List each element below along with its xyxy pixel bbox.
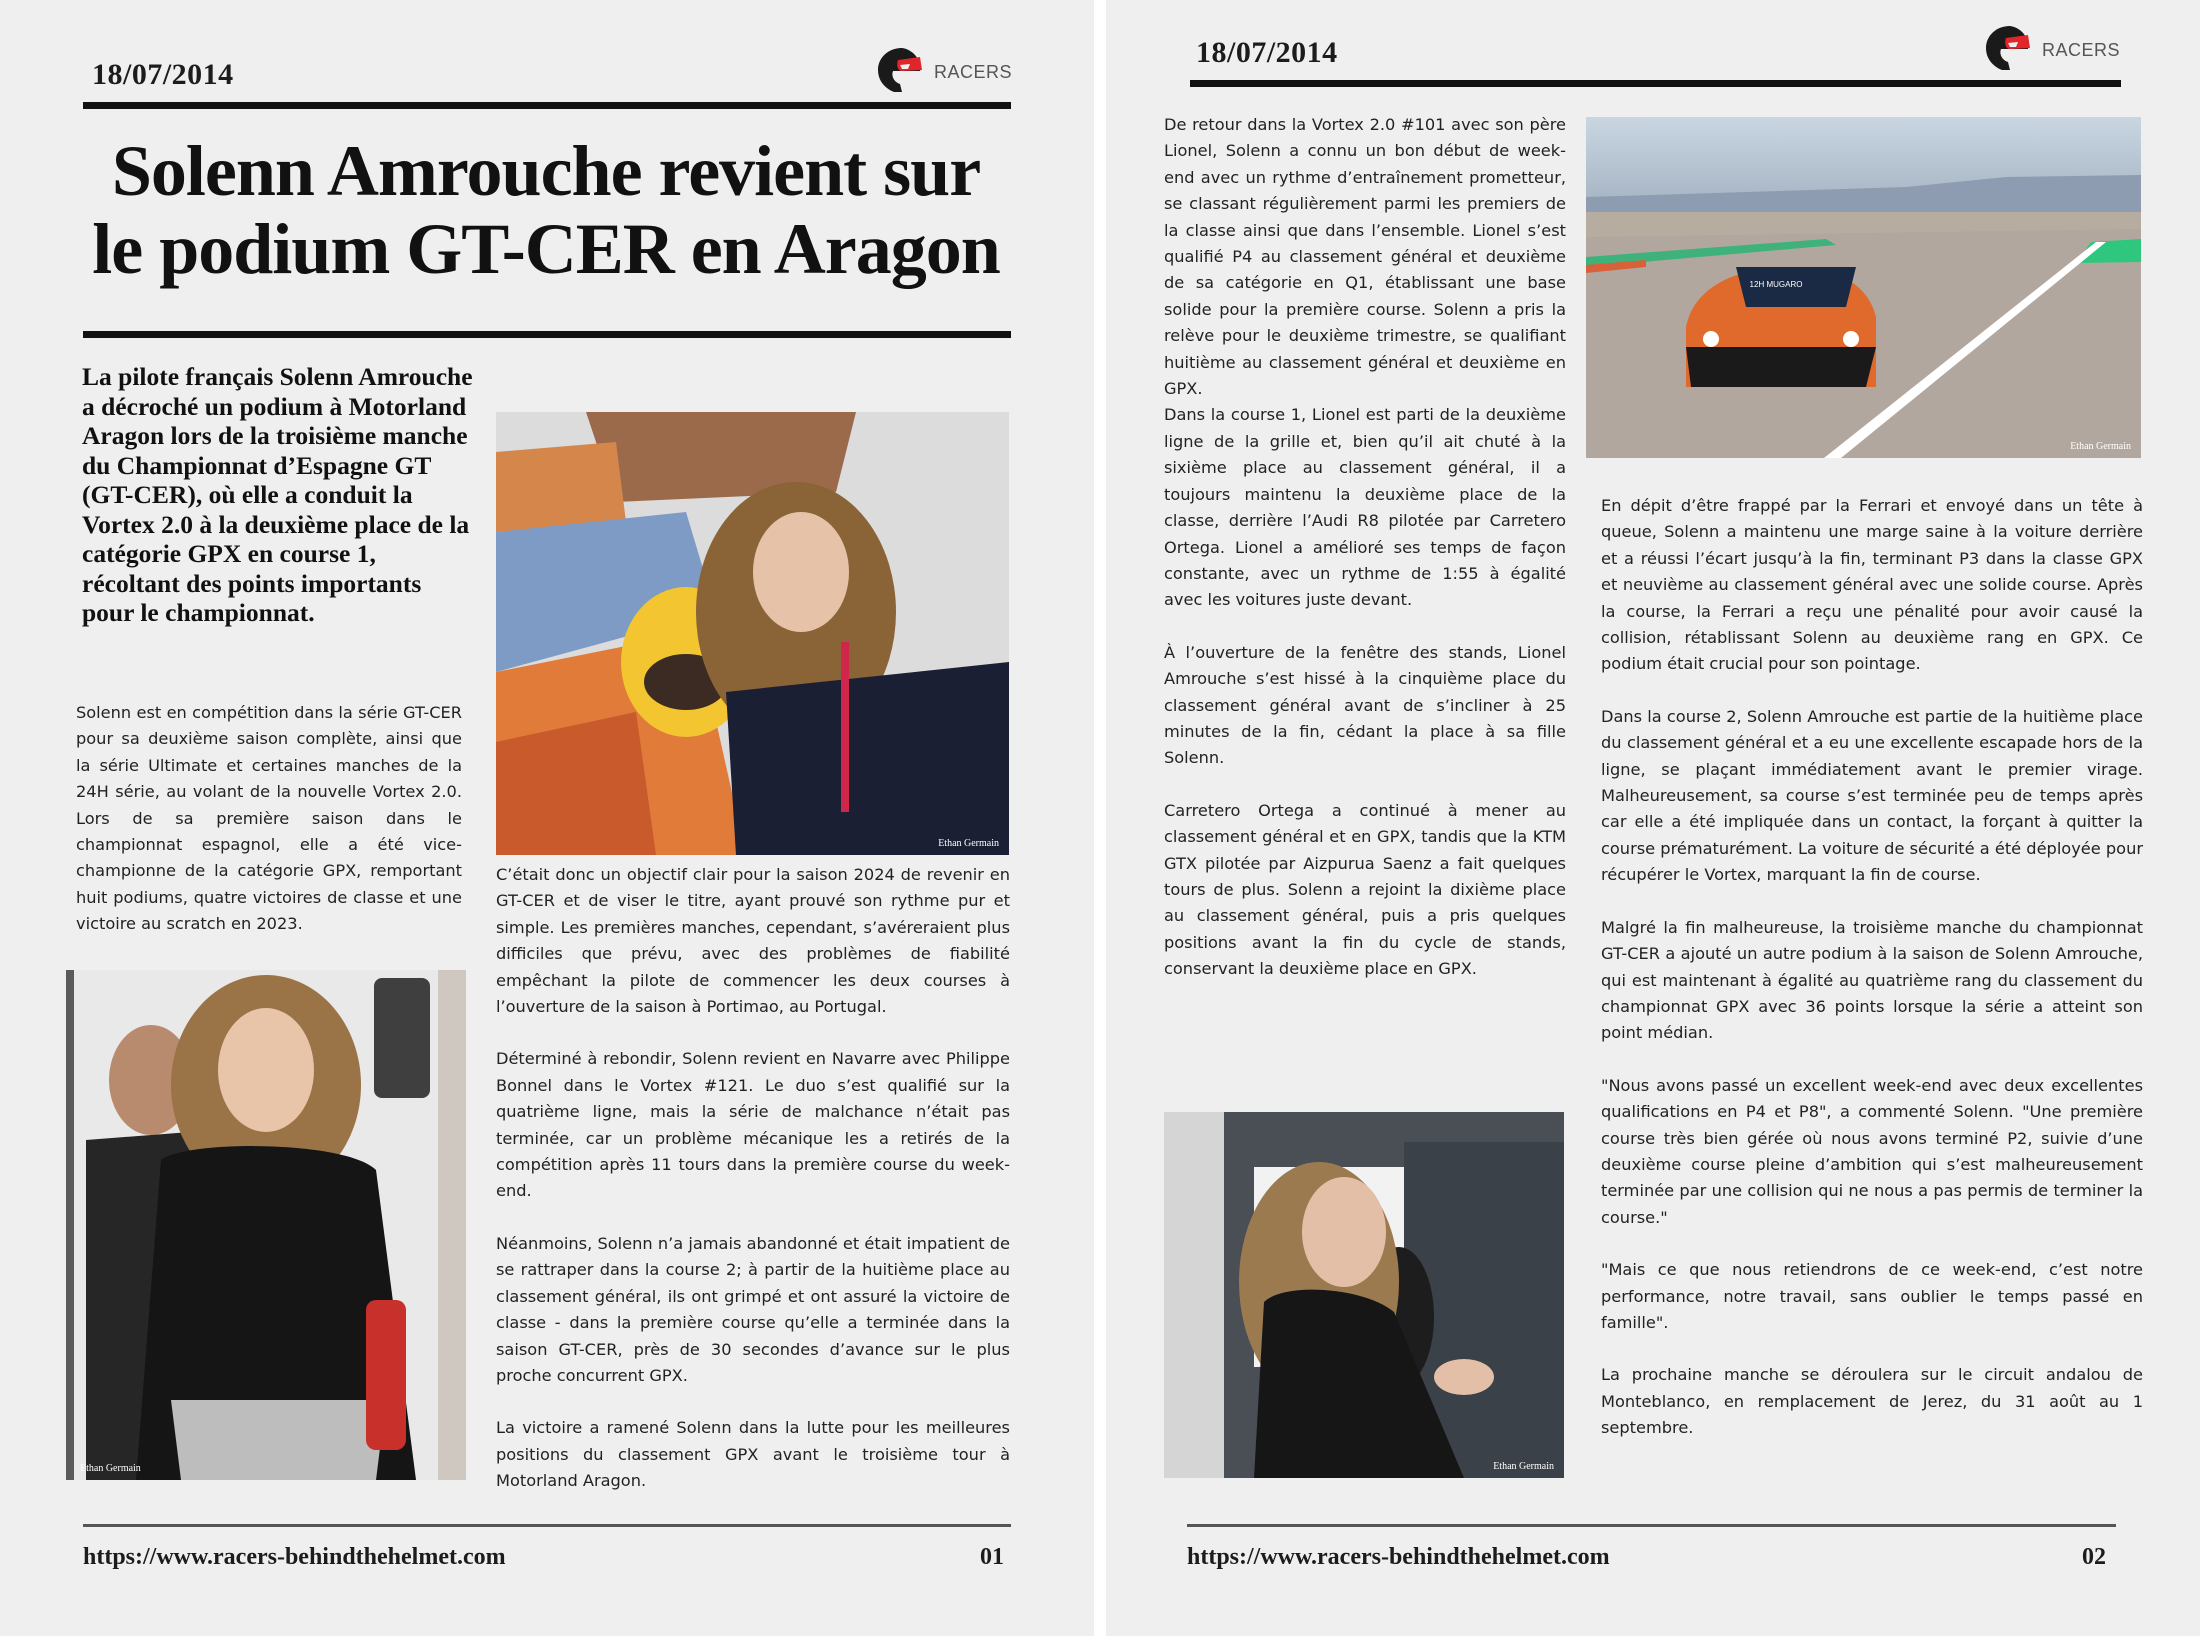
paragraph: Néanmoins, Solenn n’a jamais abandonné et était impatient de se rattraper dans la course 2; à partir de la huitième place au classement général, ils ont grimpé et ont assuré la victoire de classe - dans la première course qu’elle a terminée dans la saison GT-CER, près de 30 secondes d’avance sur le plus proche concurrent GPX. xyxy=(496,1233,1010,1385)
issue-date: 18/07/2014 xyxy=(92,58,234,91)
headline-line-2: le podium GT-CER en Aragon xyxy=(92,209,1000,289)
header-rule xyxy=(83,102,1011,109)
magazine-page-2 xyxy=(1106,0,2200,1636)
racing-helmet-icon xyxy=(876,46,928,99)
photo-solenn-garage xyxy=(1164,1112,1564,1478)
column-right xyxy=(1601,493,2143,1442)
magazine-page-1 xyxy=(0,0,1094,1636)
article-lead: La pilote français Solenn Amrouche a décroché un podium à Motorland Aragon lors de la troisième manche du Championnat d’Espagne GT (GT-CER), où elle a conduit la Vortex 2.0 à la deuxième place de la catégorie GPX en course 1, récoltant des points importants pour le championnat. xyxy=(82,362,473,627)
website-link[interactable]: https://www.racers-behindthehelmet.com xyxy=(83,1544,506,1570)
column-left xyxy=(76,700,462,938)
photo-solenn-paddock xyxy=(66,970,466,1480)
issue-date: 18/07/2014 xyxy=(1196,36,1338,69)
column-right xyxy=(496,862,1010,1495)
page-number: 02 xyxy=(2082,1544,2106,1570)
car-livery-label: 12H MUGARO xyxy=(1749,280,1803,289)
paragraph: Déterminé à rebondir, Solenn revient en Navarre avec Philippe Bonnel dans le Vortex #121. Le duo s’est qualifié sur la quatrième ligne, mais la série de malchance n’était pas terminée, car un problème mécanique les a retirés de la compétition après 11 tours dans la première course du week-end. xyxy=(496,1049,1010,1201)
photo-credit: Ethan Germain xyxy=(80,1463,141,1474)
paragraph: Dans la course 1, Lionel est parti de la deuxième ligne de la grille et, bien qu’il ait chuté à la sixième place au classement général, il a toujours maintenu la deuxième place de la classe, derrière l’Audi R8 pilotée par Carretero Ortega. Lionel a amélioré ses temps de façon constante, avec un rythme de 1:55 à égalité avec les voitures juste devant. xyxy=(1164,405,1566,610)
paragraph: Solenn est en compétition dans la série GT-CER pour sa deuxième saison complète, ainsi que la série Ultimate et certaines manches de la 24H série, au volant de la nouvelle Vortex 2.0. Lors de sa première saison dans le championnat espagnol, elle a été vice-championne de la catégorie GPX, remportant huit podiums, quatre victoires de classe et une victoire au scratch en 2023. xyxy=(76,703,462,934)
brand-name: RACERS xyxy=(934,62,1013,82)
photo-credit: Ethan Germain xyxy=(1493,1461,1554,1472)
page-number: 01 xyxy=(980,1544,1004,1570)
paragraph: C’était donc un objectif clair pour la saison 2024 de revenir en GT-CER et de viser le titre, ayant prouvé son rythme pur et simple. Les premières manches, cependant, s’avéreraient plus difficiles que prévu, avec des problèmes de fiabilité empêchant la pilote de commencer les deux courses à l’ouverture de la saison à Portimao, au Portugal. xyxy=(496,865,1010,1017)
paragraph: De retour dans la Vortex 2.0 #101 avec son père Lionel, Solenn a connu un bon début de week-end avec un rythme d’entraînement prometteur, se classant régulièrement parmi les premiers de la classe ainsi que dans l’ensemble. Lionel s’est qualifié P4 au classement général et deuxième de sa catégorie en Q1, établissant une base solide pour la première course. Solenn a pris la relève pour le deuxième trimestre, se qualifiant huitième au classement général et deuxième en GPX. xyxy=(1164,115,1566,399)
headline-rule xyxy=(83,331,1011,338)
column-left xyxy=(1164,112,1566,983)
paragraph: Carretero Ortega a continué à mener au classement général et en GPX, tandis que la KTM GTX pilotée par Aizpurua Saenz a fait quelques tours de plus. Solenn a rejoint la dixième place au classement général, puis a pris quelques positions avant la fin du cycle de stands, conservant la deuxième place en GPX. xyxy=(1164,800,1566,979)
paragraph: Malgré la fin malheureuse, la troisième manche du championnat GT-CER a ajouté un autre podium à la saison de Solenn Amrouche, qui est maintenant à égalité au quatrième rang du classement du championnat GPX avec 36 points lorsque la série a atteint son point médian. xyxy=(1601,917,2143,1043)
brand-name: RACERS xyxy=(2042,40,2121,60)
photo-credit: Ethan Germain xyxy=(938,838,999,849)
racing-helmet-icon xyxy=(1984,24,2036,77)
paragraph: À l’ouverture de la fenêtre des stands, Lionel Amrouche s’est hissé à la cinquième place du classement général avant de s’incliner à 25 minutes de la fin, cédant la place à sa fille Solenn. xyxy=(1164,642,1566,768)
racers-logo xyxy=(876,46,1012,99)
racers-logo xyxy=(1984,24,2120,77)
paragraph: Dans la course 2, Solenn Amrouche est partie de la huitième place du classement général et a eu une excellente escapade hors de la ligne, se plaçant immédiatement avant le premier virage. Malheureusement, sa course s’est terminée peu de temps après car elle a été impliquée dans un contact, la forçant à quitter la course prématurément. La voiture de sécurité a été déployée pour récupérer le Vortex, marquant la fin de course. xyxy=(1601,706,2143,885)
paragraph: "Nous avons passé un excellent week-end avec deux excellentes qualifications en P4 et P8", a commenté Solenn. "Une première course très bien gérée où nous avons terminé P2, suivie d’une deuxième course pleine d’ambition qui s’est malheureusement terminée par une collision qui ne nous a pas permis de terminer la course." xyxy=(1601,1075,2143,1227)
photo-pilot-with-father xyxy=(496,412,1009,855)
photo-credit: Ethan Germain xyxy=(2070,441,2131,452)
photo-race-car xyxy=(1586,117,2141,458)
paragraph: La prochaine manche se déroulera sur le circuit andalou de Monteblanco, en remplacement de Jerez, du 31 août au 1 septembre. xyxy=(1601,1365,2143,1438)
website-link[interactable]: https://www.racers-behindthehelmet.com xyxy=(1187,1544,1610,1570)
footer-rule xyxy=(83,1524,1011,1527)
paragraph: "Mais ce que nous retiendrons de ce week-end, c’est notre performance, notre travail, sans oublier le temps passé en famille". xyxy=(1601,1260,2143,1332)
paragraph: En dépit d’être frappé par la Ferrari et envoyé dans un tête à queue, Solenn a maintenu une marge saine à la voiture derrière et a réussi l’écart jusqu’à la fin, terminant P3 dans la classe GPX et neuvième au classement général avec une solide course. Après la course, la Ferrari a reçu une pénalité pour avoir causé la collision, rétablissant Solenn au deuxième rang en GPX. Ce podium était crucial pour son pointage. xyxy=(1601,496,2143,674)
footer-rule xyxy=(1187,1524,2116,1527)
header-rule xyxy=(1190,80,2121,87)
paragraph: La victoire a ramené Solenn dans la lutte pour les meilleures positions du classement GPX avant le troisième tour à Motorland Aragon. xyxy=(496,1418,1010,1491)
headline-line-1: Solenn Amrouche revient sur xyxy=(111,131,981,211)
article-headline xyxy=(60,132,1032,288)
